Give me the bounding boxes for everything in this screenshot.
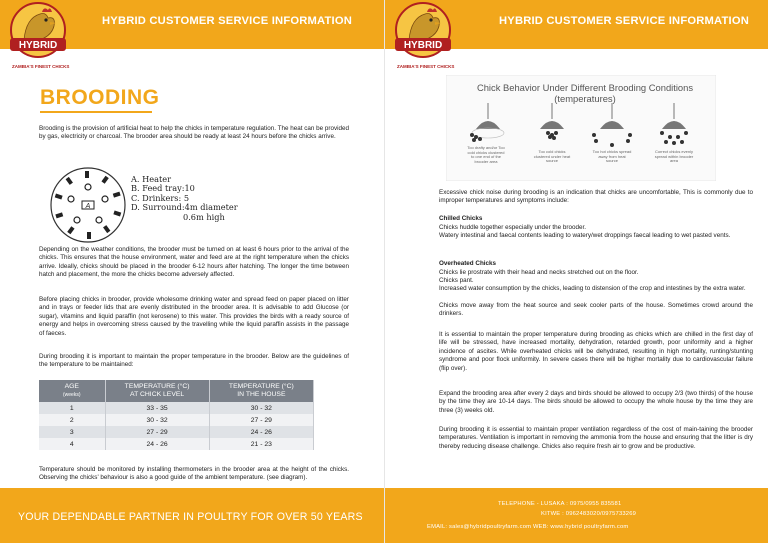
table-row xyxy=(39,438,314,450)
legend-heater: A. Heater xyxy=(131,174,172,184)
caption-hot: Too hot chicks spread away from heat source xyxy=(592,149,632,164)
legend-drinkers: C. Drinkers: 5 xyxy=(131,192,190,203)
paragraph-proper-temperature: It is essential to maintain the proper temperature during brooding as chicks which are chilled in the first day of life will be stressed, have increased mortality, dehydration, retarded growth, poor uniformity and a higher incidence of ascites. While overheated chicks will be dehydrated, resulting in high mortality, runting/stunting syndrome and poor flock uniformity. In severe cases there will be higher mortality due to cardiovascular failure (flip over). xyxy=(439,331,753,372)
table-cell: 27 - 29 xyxy=(105,426,209,438)
caption-correct: Correct chicks evenly spread within brooder area xyxy=(654,149,694,164)
table-cell: 3 xyxy=(39,426,105,438)
table-cell: 24 - 26 xyxy=(105,438,209,450)
page-title: BROODING xyxy=(40,86,160,109)
table-cell: 27 - 29 xyxy=(209,414,313,426)
paragraph-weather: Depending on the weather conditions, the brooder must be turned on at least 6 hours prior to the arrival of the chicks. This ensures that the house environment, water and feed are at the right temperature when the chicks arrive. Ideally, chicks should be placed in the brooder 6-12 hours after hatching. The longer the time between hatch and placement, the more the chicks become adversely affected. xyxy=(39,246,349,279)
paragraph-ventilation: During brooding it is essential to maintain proper ventilation regardless of the cost of main-taining the brooder temperatures. Ventilation is important in removing the ammonia from the house and ensuring that the litter is dry thereby reducing disease challenge. Chicks also require fresh air to grow and be productive. xyxy=(439,426,753,450)
caption-cold: Too cold chicks clustered under heat source xyxy=(533,149,571,164)
figure-title: Chick Behavior Under Different Brooding Conditions (temperatures) xyxy=(476,82,694,104)
overheated-symptom-2: Chicks pant. xyxy=(439,277,474,284)
heading-overheated-chicks: Overheated Chicks xyxy=(439,260,497,267)
table-row xyxy=(39,402,314,414)
paragraph-expand-brooding: Expand the brooding area after every 2 days and birds should be allowed to occupy 2/3 (two thirds) of the house by the time they are 10-14 days. The birds should be allowed to occupy the whole house by the time they are three (3) weeks old. xyxy=(439,390,753,414)
contact-kitwe: KITWE : 0962483020/0975733269 xyxy=(541,511,637,517)
table-cell: 30 - 32 xyxy=(209,402,313,414)
overheated-symptom-4: Chicks move away from the heat source and seek cooler parts of the house. Sometimes crowd around the drinkers. xyxy=(439,302,753,318)
header-title: HYBRID CUSTOMER SERVICE INFORMATION xyxy=(102,15,353,27)
heading-chilled-chicks: Chilled Chicks xyxy=(439,215,483,222)
table-row xyxy=(39,426,314,438)
paragraph-placing-chicks: Before placing chicks in brooder, provide wholesome drinking water and spread feed on paper placed on litter and in trays or feeder lids that are evenly distributed in the brooder area. It is advisable to add Glucose (or sugar), vitamins and liquid paraffin (not kerosene) to this water. This provides the birds with a ready source of energy and helps in overcoming stress caused by the travelling while the liquid paraffin assists in the passage of faeces. xyxy=(39,296,349,337)
contact-email-web: EMAIL: sales@hybridpoultryfarm.com WEB: www.hybrid poultryfarm.com xyxy=(427,524,629,530)
overheated-symptom-3: Increased water consumption by the chicks, leading to distension of the crop and intestines by the extra water. xyxy=(439,285,746,292)
table-cell: 30 - 32 xyxy=(105,414,209,426)
heater-label: A xyxy=(85,203,91,210)
paragraph-chick-noise: Excessive chick noise during brooding is an indication that chicks are uncomfortable, This is commonly due to improper temperatures and symptoms include: xyxy=(439,189,753,205)
logo-brand-text: HYBRID xyxy=(18,40,58,51)
table-cell: 33 - 35 xyxy=(105,402,209,414)
table-cell: 21 - 23 xyxy=(209,438,313,450)
header-temp-chick: TEMPERATURE (°C) AT CHICK LEVEL xyxy=(105,380,209,402)
table-header-row xyxy=(39,380,314,402)
legend-surround: D. Surround:4m diameter xyxy=(131,202,238,213)
caption-drafty: Too drafty and/or Too cold chicks clustered to one end of the brooder area xyxy=(467,145,505,164)
title-underline xyxy=(40,111,152,113)
legend-feed-tray: B. Feed tray:10 xyxy=(131,183,195,194)
chilled-symptom-1: Chicks huddle together especially under the brooder. xyxy=(439,224,587,231)
logo-tagline: ZAMBIA'S FINEST CHICKS xyxy=(12,64,70,69)
paragraph-thermometers: Temperature should be monitored by installing thermometers in the brooder area at the height of the chicks. Observing the chicks' behaviour is also a good guide of the ambient temperature. (see diagram). xyxy=(39,466,349,482)
intro-paragraph: Brooding is the provision of artificial heat to help the chicks in temperature regulation. The heat can be provided by gas, electricity or charcoal. The brooder area should be ready at least 24 hours before the chicks arrive. xyxy=(39,125,350,141)
header-title: HYBRID CUSTOMER SERVICE INFORMATION xyxy=(499,15,750,27)
header-age: AGE (weeks) xyxy=(39,380,105,402)
chilled-symptom-2: Watery intestinal and faecal contents leading to watery/wet droppings faecal leading to wet pasted vents. xyxy=(439,232,731,239)
footer-bar-left xyxy=(0,488,384,543)
diagram-legend xyxy=(131,175,238,222)
table-cell: 1 xyxy=(39,402,105,414)
table-cell: 4 xyxy=(39,438,105,450)
logo-brand-text: HYBRID xyxy=(403,40,443,51)
hybrid-logo xyxy=(4,0,72,68)
overheated-symptom-1: Chicks lie prostrate with their head and necks stretched out on the floor. xyxy=(439,269,639,276)
logo-tagline: ZAMBIA'S FINEST CHICKS xyxy=(397,64,455,69)
temperature-table xyxy=(39,380,314,450)
legend-surround-height: 0.6m high xyxy=(183,211,225,222)
table-row xyxy=(39,414,314,426)
hybrid-logo xyxy=(389,0,457,68)
footer-slogan: YOUR DEPENDABLE PARTNER IN POULTRY FOR OVER 50 YEARS xyxy=(18,511,363,523)
contact-telephone: TELEPHONE - LUSAKA : 0975/0955 835581 xyxy=(498,501,622,507)
table-cell: 24 - 26 xyxy=(209,426,313,438)
paragraph-temperature-guide: During brooding it is important to maintain the proper temperature in the brooder. Below are the guidelines of the temperature to be maintained: xyxy=(39,353,349,369)
brooder-layout-diagram xyxy=(48,165,128,245)
footer-bar-right xyxy=(385,488,768,543)
header-temp-house: TEMPERATURE (°C) IN THE HOUSE xyxy=(209,380,313,402)
table-cell: 2 xyxy=(39,414,105,426)
